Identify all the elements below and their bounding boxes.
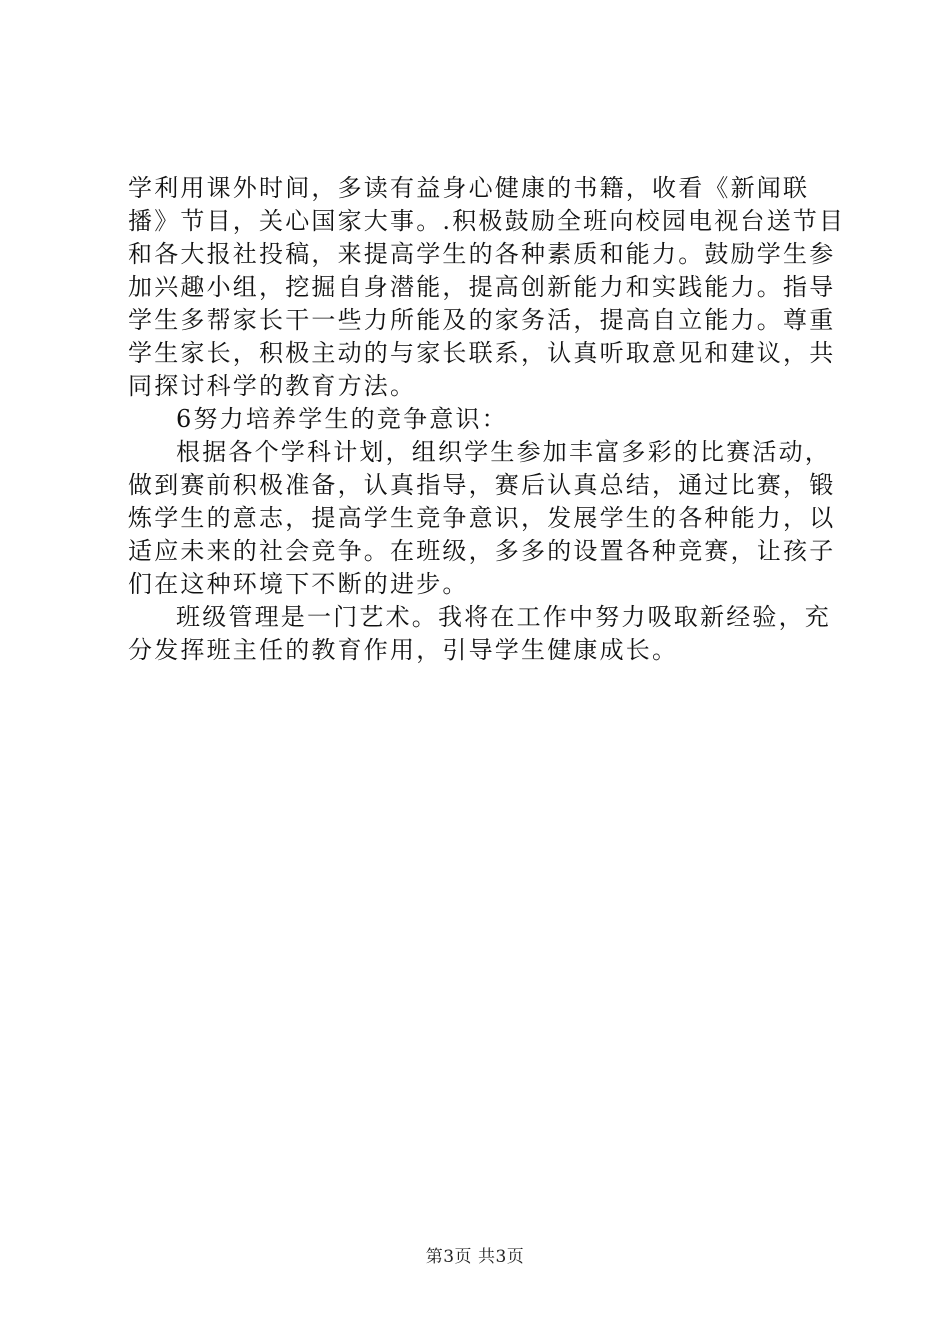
- text-line: 和各大报社投稿，来提高学生的各种素质和能力。鼓励学生参: [128, 240, 836, 268]
- text-line: 学利用课外时间，多读有益身心健康的书籍，收看《新闻联: [128, 174, 810, 202]
- section-heading: 6努力培养学生的竞争意识：: [176, 405, 508, 433]
- text-line: 做到赛前积极准备，认真指导，赛后认真总结，通过比赛，锻: [128, 471, 836, 499]
- text-line: 同探讨科学的教育方法。: [128, 372, 417, 400]
- text-line: 适应未来的社会竞争。在班级，多多的设置各种竞赛，让孩子: [128, 537, 836, 565]
- text-line: 炼学生的意志，提高学生竞争意识，发展学生的各种能力，以: [128, 504, 836, 532]
- text-line: 根据各个学科计划，组织学生参加丰富多彩的比赛活动，: [176, 438, 831, 466]
- text-line: 学生家长，积极主动的与家长联系，认真听取意见和建议，共: [128, 339, 836, 367]
- text-line: 播》节目，关心国家大事。.积极鼓励全班向校园电视台送节目: [128, 207, 846, 235]
- text-line: 班级管理是一门艺术。我将在工作中努力吸取新经验，充: [176, 603, 831, 631]
- page-footer: 第3页 共3页: [425, 1247, 525, 1267]
- text-line: 学生多帮家长干一些力所能及的家务活，提高自立能力。尊重: [128, 306, 836, 334]
- body-text: [128, 172, 846, 667]
- text-line: 们在这种环境下不断的进步。: [128, 570, 469, 598]
- text-line: 分发挥班主任的教育作用，引导学生健康成长。: [128, 636, 679, 664]
- text-line: 加兴趣小组，挖掘自身潜能，提高创新能力和实践能力。指导: [128, 273, 836, 301]
